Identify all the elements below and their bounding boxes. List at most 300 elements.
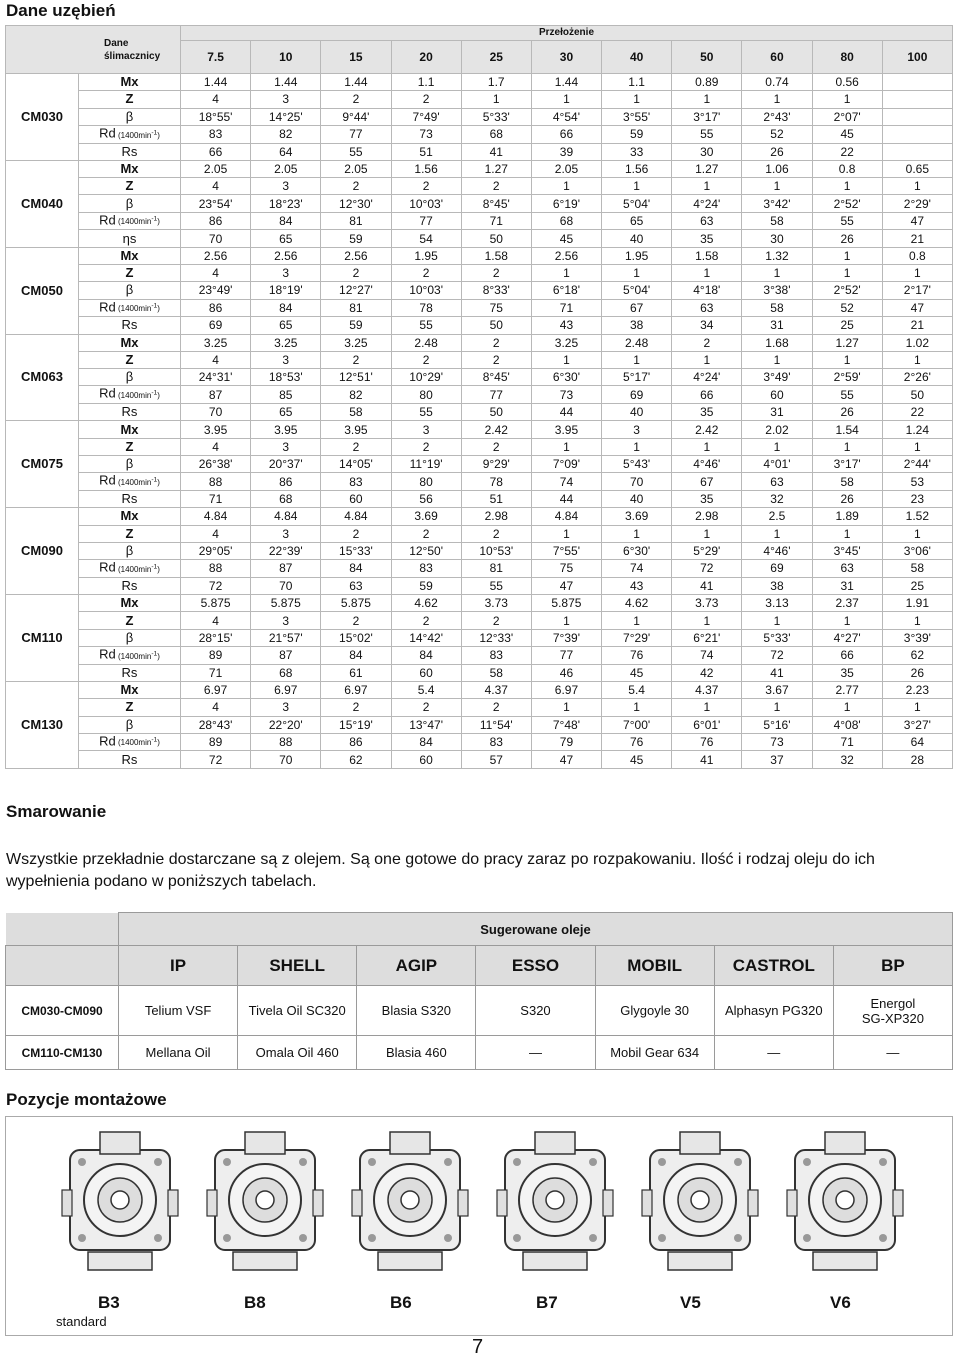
table-row: [6, 421, 953, 438]
value-cell: 68: [531, 212, 601, 230]
value-cell: 61: [321, 664, 391, 681]
value-cell: 4°27': [812, 629, 882, 646]
value-cell: 4: [181, 525, 251, 542]
table-row: [6, 299, 953, 317]
value-cell: 3°06': [882, 542, 952, 559]
value-cell: 3°49': [742, 369, 812, 386]
value-cell: 2: [391, 264, 461, 281]
param-label: [79, 386, 181, 404]
value-cell: 4: [181, 351, 251, 368]
param-label: [79, 733, 181, 751]
rd-unit-exp: -1: [151, 476, 158, 484]
oil-row-label: CM110-CM130: [6, 1036, 119, 1070]
value-cell: 4.84: [251, 508, 321, 525]
param-label: [79, 282, 181, 299]
value-cell: 11°54': [461, 716, 531, 733]
param-name: Rs: [121, 404, 138, 420]
param-label: [79, 525, 181, 542]
value-cell: 72: [672, 560, 742, 578]
table-row: [6, 108, 953, 125]
value-cell: 7°29': [602, 629, 672, 646]
value-cell: 34: [672, 317, 742, 334]
value-cell: 51: [461, 490, 531, 507]
rd-unit: [116, 649, 160, 661]
value-cell: 5°04': [602, 282, 672, 299]
param-name: Mx: [120, 508, 139, 524]
value-cell: 71: [181, 664, 251, 681]
value-cell: 1.27: [672, 160, 742, 177]
param-name: Z: [125, 438, 134, 454]
gearbox-b7-icon: [495, 1130, 615, 1280]
value-cell: 1.27: [461, 160, 531, 177]
value-cell: 60: [321, 490, 391, 507]
value-cell: 76: [602, 646, 672, 664]
value-cell: 8°45': [461, 369, 531, 386]
value-cell: 72: [742, 646, 812, 664]
table-row: [6, 438, 953, 455]
value-cell: 9°29': [461, 455, 531, 472]
value-cell: 58: [812, 473, 882, 491]
value-cell: 4°18': [672, 282, 742, 299]
value-cell: 22°39': [251, 542, 321, 559]
value-cell: 50: [461, 317, 531, 334]
model-label: CM040: [6, 160, 79, 247]
value-cell: 7°55': [531, 542, 601, 559]
value-cell: 73: [531, 386, 601, 404]
value-cell: 1: [812, 247, 882, 264]
value-cell: 1: [531, 525, 601, 542]
value-cell: 3.95: [251, 421, 321, 438]
value-cell: 3: [251, 438, 321, 455]
value-cell: 7°39': [531, 629, 601, 646]
oil-table: [5, 912, 953, 1070]
dane-slimacznicy-header: [6, 26, 181, 74]
value-cell: 1: [602, 351, 672, 368]
param-label: [79, 178, 181, 195]
rd-unit-suffix: ): [157, 391, 160, 401]
table-row: [6, 560, 953, 578]
value-cell: 2°43': [742, 108, 812, 125]
param-label: [79, 473, 181, 491]
oil-cell: Blasia S320: [357, 986, 476, 1036]
value-cell: 3.67: [742, 681, 812, 698]
value-cell: 58: [461, 664, 531, 681]
value-cell: 77: [321, 125, 391, 143]
value-cell: 2.42: [672, 421, 742, 438]
value-cell: 1: [602, 264, 672, 281]
model-label: CM030: [6, 74, 79, 161]
page-number: 7: [472, 1336, 484, 1358]
value-cell: 1: [742, 91, 812, 108]
value-cell: 18°23': [251, 195, 321, 212]
value-cell: 2°52': [812, 195, 882, 212]
param-label: [79, 421, 181, 438]
value-cell: 1: [742, 351, 812, 368]
rd-unit-suffix: ): [157, 130, 160, 140]
param-name: Rs: [121, 577, 138, 593]
value-cell: 26: [812, 490, 882, 507]
param-name: Rd: [99, 733, 116, 749]
value-cell: 1: [672, 178, 742, 195]
value-cell: 1: [672, 525, 742, 542]
value-cell: 3: [602, 421, 672, 438]
value-cell: 3.25: [321, 334, 391, 351]
param-label: [79, 542, 181, 559]
rd-unit-suffix: ): [157, 651, 160, 661]
value-cell: 75: [461, 299, 531, 317]
value-cell: 21: [882, 230, 952, 247]
value-cell: 3: [251, 612, 321, 629]
value-cell: 80: [391, 473, 461, 491]
oil-cell: Omala Oil 460: [238, 1036, 357, 1070]
model-label: CM110: [6, 595, 79, 682]
value-cell: 24°31': [181, 369, 251, 386]
value-cell: 2: [321, 612, 391, 629]
value-cell: 63: [742, 473, 812, 491]
value-cell: 3: [391, 421, 461, 438]
gearbox-b3-icon: [60, 1130, 180, 1280]
value-cell: 55: [461, 577, 531, 594]
value-cell: 1.89: [812, 508, 882, 525]
value-cell: 41: [461, 143, 531, 160]
value-cell: 7°09': [531, 455, 601, 472]
value-cell: 23°54': [181, 195, 251, 212]
brand-corner: [6, 946, 119, 986]
param-label: [79, 560, 181, 578]
value-cell: [882, 74, 952, 91]
rd-unit-prefix: (1400min: [117, 477, 152, 487]
param-name: Rd: [99, 646, 116, 662]
param-name: Mx: [120, 160, 139, 176]
param-label: [79, 612, 181, 629]
value-cell: 1: [531, 351, 601, 368]
value-cell: 44: [531, 490, 601, 507]
value-cell: 42: [672, 664, 742, 681]
value-cell: 68: [251, 664, 321, 681]
value-cell: 5.4: [391, 681, 461, 698]
ratio-header: 80: [812, 41, 882, 74]
gearbox-v5-icon: [640, 1130, 760, 1280]
value-cell: 63: [672, 212, 742, 230]
value-cell: 47: [882, 212, 952, 230]
value-cell: 2.05: [251, 160, 321, 177]
value-cell: 47: [531, 751, 601, 768]
value-cell: 22: [882, 404, 952, 421]
oil-cell: Blasia 460: [357, 1036, 476, 1070]
value-cell: 3°27': [882, 716, 952, 733]
param-label: [79, 125, 181, 143]
value-cell: 3.69: [602, 508, 672, 525]
rd-unit-suffix: ): [157, 564, 160, 574]
table-row: [6, 143, 953, 160]
value-cell: 0.74: [742, 74, 812, 91]
value-cell: 1.27: [812, 334, 882, 351]
value-cell: 15°33': [321, 542, 391, 559]
table-row: [6, 733, 953, 751]
param-name: Z: [125, 91, 134, 107]
ratio-header: 20: [391, 41, 461, 74]
param-label: [79, 404, 181, 421]
value-cell: 40: [602, 230, 672, 247]
param-name: Z: [125, 699, 134, 715]
value-cell: 14°42': [391, 629, 461, 646]
ratio-header: 15: [321, 41, 391, 74]
value-cell: 0.56: [812, 74, 882, 91]
value-cell: 87: [251, 646, 321, 664]
value-cell: 3°45': [812, 542, 882, 559]
param-name: β: [125, 108, 134, 124]
brand-header: ESSO: [476, 946, 595, 986]
table-row: [6, 230, 953, 247]
value-cell: 1.58: [461, 247, 531, 264]
brand-header: CASTROL: [714, 946, 833, 986]
standard-label: standard: [56, 1314, 107, 1329]
value-cell: 2: [461, 334, 531, 351]
param-label: [79, 74, 181, 91]
value-cell: 1: [742, 264, 812, 281]
value-cell: 70: [181, 404, 251, 421]
value-cell: 41: [672, 751, 742, 768]
value-cell: 56: [391, 490, 461, 507]
value-cell: 81: [321, 212, 391, 230]
param-name: Rd: [99, 125, 116, 141]
value-cell: 2.23: [882, 681, 952, 698]
param-name: Rd: [99, 559, 116, 575]
value-cell: 6°01': [672, 716, 742, 733]
value-cell: 1.58: [672, 247, 742, 264]
value-cell: 2°17': [882, 282, 952, 299]
model-label: CM130: [6, 681, 79, 768]
value-cell: 29°05': [181, 542, 251, 559]
value-cell: 1: [812, 178, 882, 195]
param-name: Mx: [120, 682, 139, 698]
value-cell: 1: [882, 351, 952, 368]
param-name: Rd: [99, 299, 116, 315]
value-cell: 70: [602, 473, 672, 491]
value-cell: 84: [321, 646, 391, 664]
value-cell: 3°17': [812, 455, 882, 472]
value-cell: 71: [181, 490, 251, 507]
value-cell: 88: [181, 560, 251, 578]
value-cell: 4°08': [812, 716, 882, 733]
param-name: Rs: [121, 491, 138, 507]
value-cell: 0.65: [882, 160, 952, 177]
value-cell: 3.69: [391, 508, 461, 525]
value-cell: 3: [251, 264, 321, 281]
rd-unit: [116, 738, 160, 747]
value-cell: 52: [742, 125, 812, 143]
value-cell: 1.44: [181, 74, 251, 91]
param-label: [79, 91, 181, 108]
table-row: [6, 473, 953, 491]
param-label: [79, 247, 181, 264]
value-cell: 1.1: [391, 74, 461, 91]
param-label: [79, 646, 181, 664]
value-cell: 4: [181, 612, 251, 629]
value-cell: 71: [461, 212, 531, 230]
value-cell: 2°44': [882, 455, 952, 472]
value-cell: 57: [461, 751, 531, 768]
param-label: [79, 508, 181, 525]
table-row: [6, 74, 953, 91]
table-row: [6, 160, 953, 177]
lubrication-text: Wszystkie przekładnie dostarczane są z olejem. Są one gotowe do pracy zaraz po rozpakowaniu. Ilość i rodzaj oleju do ich wypełnienia podano w poniższych tabelach.: [6, 851, 875, 890]
value-cell: 2: [321, 91, 391, 108]
value-cell: 70: [251, 577, 321, 594]
brand-header: SHELL: [238, 946, 357, 986]
ratio-header: 10: [251, 41, 321, 74]
value-cell: 55: [391, 317, 461, 334]
value-cell: 2°59': [812, 369, 882, 386]
param-label: [79, 438, 181, 455]
value-cell: 65: [251, 404, 321, 421]
brand-header: MOBIL: [595, 946, 714, 986]
value-cell: 2.48: [391, 334, 461, 351]
value-cell: 2: [321, 525, 391, 542]
value-cell: 55: [672, 125, 742, 143]
value-cell: 1: [602, 178, 672, 195]
param-label: [79, 699, 181, 716]
table-row: [6, 664, 953, 681]
value-cell: 5°16': [742, 716, 812, 733]
value-cell: 84: [251, 299, 321, 317]
value-cell: 2: [672, 334, 742, 351]
value-cell: 4.84: [181, 508, 251, 525]
value-cell: 12°50': [391, 542, 461, 559]
value-cell: 88: [181, 473, 251, 491]
value-cell: 55: [321, 143, 391, 160]
value-cell: 4°01': [742, 455, 812, 472]
value-cell: 43: [602, 577, 672, 594]
rd-unit-suffix: ): [157, 304, 160, 314]
value-cell: 1.91: [882, 595, 952, 612]
value-cell: 2: [461, 351, 531, 368]
param-name: β: [125, 456, 134, 472]
value-cell: 80: [391, 386, 461, 404]
value-cell: 3°42': [742, 195, 812, 212]
oil-cell: Mellana Oil: [119, 1036, 238, 1070]
value-cell: 5.875: [531, 595, 601, 612]
value-cell: 83: [391, 560, 461, 578]
lubrication-title: Smarowanie: [6, 802, 107, 821]
value-cell: 66: [181, 143, 251, 160]
value-cell: 5.875: [321, 595, 391, 612]
table-row: [6, 716, 953, 733]
rd-unit-prefix: (1400min: [117, 564, 152, 574]
value-cell: 2: [391, 699, 461, 716]
value-cell: 65: [251, 230, 321, 247]
value-cell: 86: [181, 212, 251, 230]
value-cell: 83: [181, 125, 251, 143]
value-cell: 31: [812, 577, 882, 594]
value-cell: 2.02: [742, 421, 812, 438]
value-cell: 1.7: [461, 74, 531, 91]
model-label: CM075: [6, 421, 79, 508]
param-name: β: [125, 629, 134, 645]
value-cell: 3: [251, 699, 321, 716]
value-cell: 2: [461, 525, 531, 542]
value-cell: 86: [321, 733, 391, 751]
param-name: β: [125, 716, 134, 732]
value-cell: 2.56: [321, 247, 391, 264]
value-cell: 1.06: [742, 160, 812, 177]
table-row: [6, 369, 953, 386]
value-cell: 1: [882, 612, 952, 629]
value-cell: 46: [531, 664, 601, 681]
value-cell: 47: [882, 299, 952, 317]
value-cell: 0.8: [882, 247, 952, 264]
value-cell: [882, 108, 952, 125]
value-cell: 5°04': [602, 195, 672, 212]
gearbox-v6-icon: [785, 1130, 905, 1280]
ratio-header: 30: [531, 41, 601, 74]
value-cell: 1: [672, 91, 742, 108]
table-row: [6, 404, 953, 421]
table-row: [6, 455, 953, 472]
value-cell: 4: [181, 178, 251, 195]
rd-unit-prefix: (1400min: [117, 130, 152, 140]
value-cell: 1: [882, 525, 952, 542]
value-cell: 3.73: [672, 595, 742, 612]
value-cell: 12°27': [321, 282, 391, 299]
value-cell: 38: [602, 317, 672, 334]
table-row: [6, 525, 953, 542]
value-cell: 1.56: [602, 160, 672, 177]
ratio-header: 60: [742, 41, 812, 74]
value-cell: 58: [882, 560, 952, 578]
value-cell: 1: [812, 612, 882, 629]
value-cell: 22°20': [251, 716, 321, 733]
param-label: [79, 317, 181, 334]
mounting-position-label: V5: [680, 1293, 701, 1312]
value-cell: 21°57': [251, 629, 321, 646]
value-cell: 86: [181, 299, 251, 317]
value-cell: 2°29': [882, 195, 952, 212]
value-cell: 6°30': [531, 369, 601, 386]
value-cell: 1: [812, 264, 882, 281]
rd-unit-exp: -1: [151, 302, 158, 310]
param-name: Mx: [120, 595, 139, 611]
value-cell: 4: [181, 699, 251, 716]
value-cell: 1: [602, 612, 672, 629]
value-cell: 60: [742, 386, 812, 404]
value-cell: 1.95: [391, 247, 461, 264]
value-cell: 1: [812, 91, 882, 108]
table-row: [6, 334, 953, 351]
ratio-header: 7.5: [181, 41, 251, 74]
mounting-title: Pozycje montażowe: [6, 1090, 167, 1109]
dane-label: Dane: [104, 37, 129, 49]
param-name: Mx: [120, 421, 139, 437]
value-cell: 23°49': [181, 282, 251, 299]
rd-unit-prefix: (1400min: [117, 738, 152, 748]
value-cell: 4°54': [531, 108, 601, 125]
value-cell: 50: [461, 230, 531, 247]
value-cell: 83: [321, 473, 391, 491]
value-cell: 2: [391, 525, 461, 542]
value-cell: 78: [391, 299, 461, 317]
value-cell: 85: [251, 386, 321, 404]
value-cell: 3°39': [882, 629, 952, 646]
value-cell: 1: [742, 525, 812, 542]
param-label: [79, 751, 181, 768]
value-cell: 1: [672, 699, 742, 716]
value-cell: 30: [672, 143, 742, 160]
oil-table-title: Sugerowane oleje: [119, 913, 953, 946]
value-cell: [882, 91, 952, 108]
value-cell: 26: [882, 664, 952, 681]
value-cell: 1: [531, 699, 601, 716]
